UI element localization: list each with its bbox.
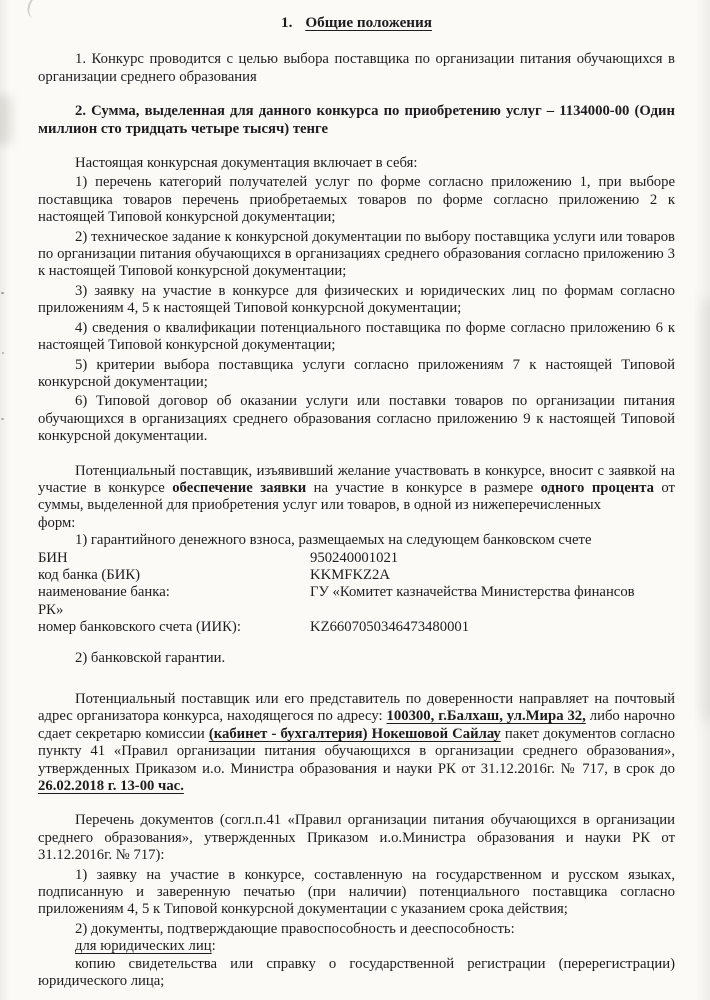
list-item-5: 5) критерии выбора поставщика услуги согласно приложениям 7 к настоящей Типовой конкурсной документации; bbox=[38, 356, 675, 390]
bank-label-bik: код банка (БИК) bbox=[38, 566, 141, 583]
legal-entities-colon: : bbox=[211, 938, 216, 955]
bank-value-bank-name-wrap: РК» bbox=[38, 601, 64, 618]
submission-secretary-emphasis: (кабинет - бухгалтерия) Нокешовой Сайлау bbox=[208, 725, 501, 742]
section-heading bbox=[38, 14, 675, 31]
bid-security-text: от суммы, выделенной для приобретения услуг или товаров, в одной из нижеперечисленных bbox=[38, 479, 675, 514]
list-item-1: 1) перечень категорий получателей услуг по форме согласно приложению 1, при выборе поставщика товаров перечень приобретаемых товаров по форме согласно приложению 2 к настоящей Типовой конкурсной документации; bbox=[38, 174, 675, 226]
bank-row-iik bbox=[38, 619, 675, 636]
scan-artifact bbox=[2, 352, 4, 354]
paragraph-guarantee-deposit-intro: 1) гарантийного денежного взноса, размещаемых на следующем банковском счете bbox=[75, 532, 592, 549]
paragraph-bid-security bbox=[38, 463, 675, 515]
bank-value-bik: KKMFKZ2A bbox=[310, 566, 390, 583]
submission-deadline-emphasis: 26.02.2018 г. 13-00 час. bbox=[38, 778, 184, 795]
document-content bbox=[38, 14, 675, 991]
section-number: 1. bbox=[280, 14, 293, 31]
list-item-6: 6) Типовой договор об оказании услуги или поставки товаров по организации питания обучающихся в организациях среднего образования согласно приложению 9 к настоящей Типовой конкурсной документации. bbox=[38, 393, 675, 445]
submission-text: пакет документов согласно пункту 41 «Правил организации питания обучающихся в организации среднего образования», утвержденных Приказом и.о. Министра образования и науки РК от 31.12.2016г. № 717, в срок до bbox=[38, 725, 676, 777]
submission-address-emphasis: 100300, г.Балхаш, ул.Мира 32, bbox=[386, 708, 586, 725]
scan-artifact bbox=[1, 418, 4, 420]
bank-value-bank-name: ГУ «Комитет казначейства Министерства финансов bbox=[310, 584, 635, 601]
bid-security-emphasis: обеспечение заявки bbox=[172, 479, 307, 496]
scan-artifact bbox=[702, 300, 710, 720]
bank-label-bank-name: наименование банка: bbox=[38, 584, 170, 601]
bank-row-bik bbox=[38, 567, 675, 584]
bank-value-bin: 950240001021 bbox=[310, 549, 399, 566]
bank-row-bank-name bbox=[38, 584, 675, 619]
bid-security-text: на участие в конкурсе в размере bbox=[306, 479, 541, 496]
paragraph-includes-intro: Настоящая конкурсная документация включает в себя: bbox=[75, 155, 418, 172]
bid-security-text: Потенциальный поставщик, изъявивший желание участвовать в конкурсе, вносит с заявкой на участие в конкурсе bbox=[38, 462, 675, 496]
paragraph-purpose: 1. Конкурс проводится с целью выбора поставщика по организации питания обучающихся в организации среднего образования bbox=[38, 51, 675, 85]
paragraph-bank-guarantee: 2) банковской гарантии. bbox=[75, 649, 226, 666]
legal-entities-label: для юридических лиц bbox=[75, 938, 212, 955]
document-list-item-2: 2) документы, подтверждающие правоспособность и дееспособность: bbox=[75, 920, 515, 937]
forms-word-line: форм: bbox=[38, 514, 76, 531]
scan-artifact bbox=[0, 96, 12, 144]
bank-value-iik: KZ6607050346473480001 bbox=[310, 619, 470, 636]
list-item-3: 3) заявку на участие в конкурсе для физических и юридических лиц по формам согласно приложениям 4, 5 к настоящей Типовой конкурсной документации; bbox=[38, 282, 675, 317]
submission-text: либо нарочно сдает секретарю комиссии bbox=[38, 708, 675, 742]
bank-label-iik: номер банковского счета (ИИК): bbox=[38, 619, 241, 636]
paragraph-registration-copy: копию свидетельства или справку о государственной регистрации (перерегистрации) юридического лица; bbox=[38, 955, 675, 990]
bank-label-bin: БИН bbox=[38, 549, 68, 566]
submission-text: Потенциальный поставщик или его представитель по доверенности направляет на почтовый адрес организатора конкурса, находящегося по адресу: bbox=[38, 691, 675, 725]
legal-entities-subheading bbox=[38, 938, 675, 955]
bid-security-percent-emphasis: одного процента bbox=[540, 479, 654, 496]
paragraph-amount: 2. Сумма, выделенная для данного конкурса по приобретению услуг – 1134000-00 (Один миллион сто тридцать четыре тысяч) тенге bbox=[38, 103, 675, 137]
list-item-4: 4) сведения о квалификации потенциального поставщика по форме согласно приложению 6 к настоящей Типовой конкурсной документации; bbox=[38, 319, 675, 354]
paragraph-document-list-intro: Перечень документов (согл.п.41 «Правил организации питания обучающихся в организации среднего образования», утвержденных Приказом и.о.Министра образования и науки РК от 31.12.2016г. № 717): bbox=[38, 812, 675, 864]
document-list-item-1: 1) заявку на участие в конкурсе, составленную на государственном и русском языках, подписанную и заверенную печатью (при наличии) потенциального поставщика согласно приложениям 4, 5 к Типовой конкурсной документации с указанием срока действия; bbox=[38, 866, 675, 918]
paragraph-submission-address bbox=[38, 691, 675, 795]
section-title: Общие положения bbox=[305, 14, 433, 31]
list-item-2: 2) техническое задание к конкурсной документации по выбору поставщика услуги или товаров по организации питания обучающихся в организациях среднего образования согласно приложению 3 к настоящей Типовой конкурсной документации; bbox=[38, 228, 675, 280]
scan-artifact bbox=[1, 292, 4, 294]
bank-row-bin bbox=[38, 550, 675, 567]
